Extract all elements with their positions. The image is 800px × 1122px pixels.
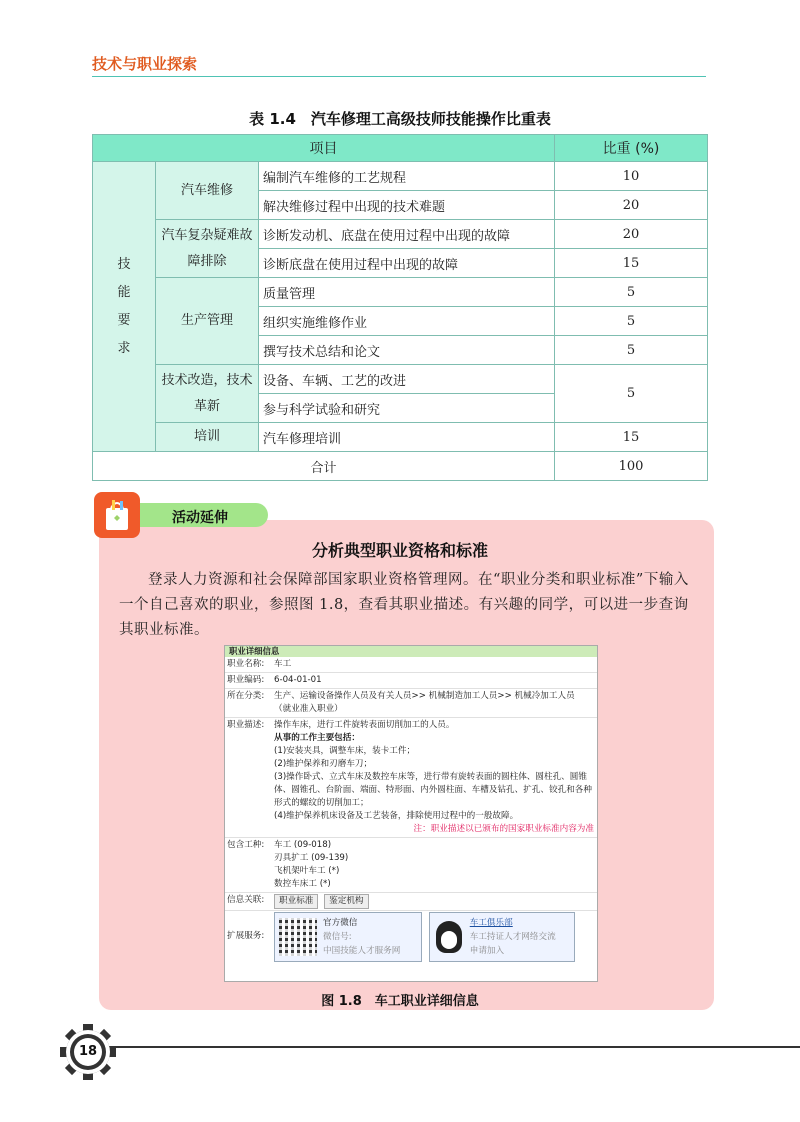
table-header-row (93, 135, 708, 162)
activity-title: 分析典型职业资格和标准 (311, 541, 488, 560)
item-cell: 解决维修过程中出现的技术难题 (259, 191, 555, 220)
item-cell: 汽车修理培训 (259, 423, 555, 452)
included-type[interactable]: 车工 (09-018) (274, 840, 332, 850)
field-value: 车工 (274, 659, 292, 669)
description-block (271, 718, 597, 837)
description-line: 从事的工作主要包括： (274, 733, 360, 743)
item-cell: 参与科学试验和研究 (259, 394, 555, 423)
total-value: 100 (555, 452, 708, 481)
ratio-cell: 5 (555, 278, 708, 307)
field-label: 职业名称: (227, 659, 265, 669)
total-label: 合计 (93, 452, 555, 481)
ratio-cell: 5 (555, 307, 708, 336)
field-label: 信息关联: (227, 895, 265, 905)
qq-join-link[interactable]: 申请加入 (469, 946, 505, 956)
item-cell: 组织实施维修作业 (259, 307, 555, 336)
item-cell: 质量管理 (259, 278, 555, 307)
bag-icon (94, 492, 140, 538)
activity-icon (94, 492, 140, 538)
item-cell: 撰写技术总结和论文 (259, 336, 555, 365)
subcategory-cell: 技术改造，技术革新 (156, 365, 259, 423)
description-line: (1)安装夹具，调整车床，装卡工件； (274, 746, 416, 756)
ratio-cell: 10 (555, 162, 708, 191)
total-row (93, 452, 708, 481)
detail-row (225, 673, 597, 689)
included-type[interactable]: 飞机架叶车工 (*) (274, 866, 340, 876)
column-header-item: 项目 (93, 135, 555, 162)
wechat-title: 官方微信 (323, 918, 358, 928)
extension-services (271, 911, 597, 963)
item-cell: 诊断底盘在使用过程中出现的故障 (259, 249, 555, 278)
description-line: 操作车床，进行工件旋转表面切削加工的人员。 (274, 720, 455, 730)
description-line: (2)维护保养和刃磨车刀； (274, 759, 373, 769)
table-row (93, 220, 708, 249)
table-row (93, 278, 708, 307)
ratio-cell: 5 (555, 365, 708, 423)
related-links (271, 893, 597, 910)
detail-row (225, 911, 597, 963)
description-note: 注：职业描述以已颁布的国家职业标准内容为准 (413, 824, 594, 834)
qq-penguin-icon (436, 921, 462, 953)
ratio-cell: 15 (555, 423, 708, 452)
field-label: 所在分类: (227, 691, 265, 701)
page-number: 18 (74, 1038, 102, 1066)
wechat-name: 中国技能人才服务网 (323, 946, 401, 956)
figure-caption: 图 1.8 车工职业详细信息 (321, 994, 479, 1009)
field-label: 扩展服务: (227, 931, 265, 941)
column-header-ratio: 比重 (%) (555, 135, 708, 162)
qq-group-card[interactable] (429, 912, 575, 962)
item-cell: 诊断发动机、底盘在使用过程中出现的故障 (259, 220, 555, 249)
category-cell (93, 162, 156, 452)
qq-group-title[interactable]: 车工俱乐部 (469, 918, 513, 928)
qr-code-icon (279, 918, 317, 956)
wechat-id: 微信号: (323, 932, 352, 942)
field-label: 职业描述: (227, 720, 265, 730)
ratio-cell: 20 (555, 191, 708, 220)
table-row (93, 365, 708, 394)
ratio-cell: 5 (555, 336, 708, 365)
subcategory-cell: 汽车维修 (156, 162, 259, 220)
qq-group-desc: 车工持证人才网络交流 (469, 932, 556, 942)
item-cell: 设备、车辆、工艺的改进 (259, 365, 555, 394)
ratio-cell: 20 (555, 220, 708, 249)
item-cell: 编制汽车维修的工艺规程 (259, 162, 555, 191)
activity-body: 登录人力资源和社会保障部国家职业资格管理网。在“职业分类和职业标准”下输入一个自己喜欢的职业，参照图 1.8，查看其职业描述。有兴趣的同学，可以进一步查询其职业标准。 (119, 572, 689, 638)
detail-row (225, 893, 597, 911)
subcategory-cell: 汽车复杂疑难故障排除 (156, 220, 259, 278)
table-row (93, 423, 708, 452)
occupation-standard-button[interactable]: 职业标准 (274, 894, 318, 909)
detail-row (225, 689, 597, 718)
subcategory-cell: 生产管理 (156, 278, 259, 365)
field-label: 包含工种: (227, 840, 265, 850)
subcategory-cell: 培训 (156, 423, 259, 452)
occupation-detail-screenshot (224, 645, 598, 982)
wechat-card[interactable] (274, 912, 422, 962)
appraisal-agency-button[interactable]: 鉴定机构 (324, 894, 368, 909)
category-label: 技能要求 (117, 256, 131, 356)
ratio-cell: 15 (555, 249, 708, 278)
included-type[interactable]: 数控车床工 (*) (274, 879, 331, 889)
running-header: 技术与职业探索 (92, 55, 198, 73)
detail-row (225, 838, 597, 893)
field-value: 生产、运输设备操作人员及有关人员>> 机械制造加工人员>> 机械冷加工人员 （就业准入职业） (274, 691, 575, 714)
table-row (93, 162, 708, 191)
included-type[interactable]: 刃具扩工 (09-139) (274, 853, 349, 863)
skill-weight-table (92, 134, 708, 481)
detail-header: 职业详细信息 (225, 646, 597, 657)
footer-rule (96, 1046, 800, 1048)
table-caption: 表 1.4 汽车修理工高级技师技能操作比重表 (249, 110, 551, 128)
description-line: (3)操作卧式、立式车床及数控车床等，进行带有旋转表面的圆柱体、圆柱孔、圆锥体、圆锥孔、台阶面、端面、特形面、内外圆柱面、车槽及钻孔、扩孔、铰孔和各种形式的螺纹的切削加工； (274, 772, 592, 808)
included-types (271, 838, 597, 892)
detail-row (225, 657, 597, 673)
field-value: 6-04-01-01 (274, 675, 322, 685)
header-rule (92, 76, 706, 77)
field-label: 职业编码: (227, 675, 265, 685)
description-line: (4)维护保养机床设备及工艺装备，排除使用过程中的一般故障。 (274, 811, 519, 821)
detail-row (225, 718, 597, 838)
activity-tab-label: 活动延伸 (172, 510, 228, 526)
